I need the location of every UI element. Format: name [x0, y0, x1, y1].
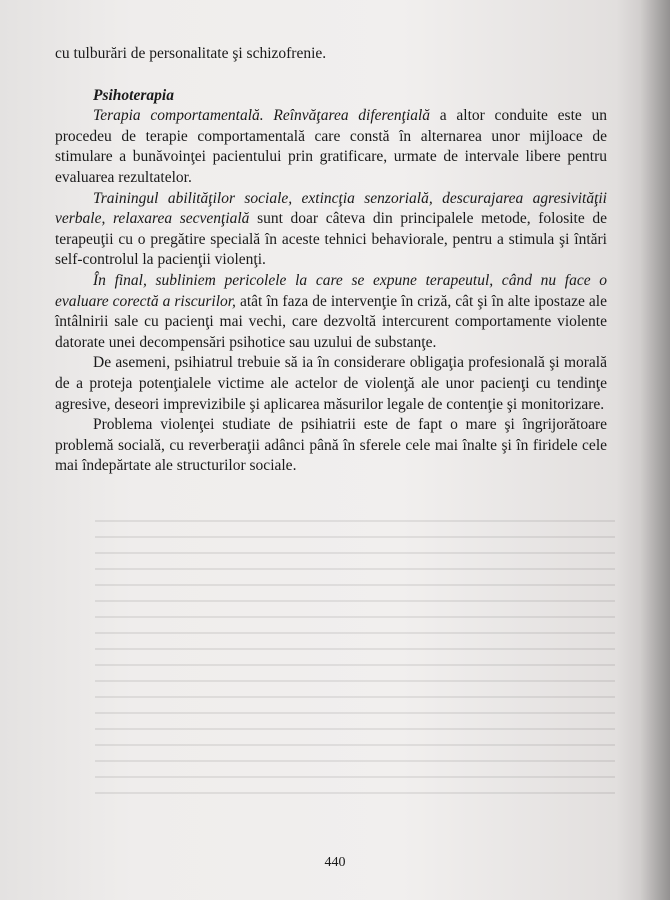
body-text: [55, 44, 607, 477]
page-number: 440: [324, 855, 346, 870]
paragraph-text: sunt doar câteva din principalele metode, folosite de terapeuţii cu o pregătire specială în aceste tehnici behaviorale, pentru a stimula şi întări self-controlul la pacienţii violenţi.: [55, 210, 607, 269]
term-behavioral-therapy: Terapia comportamentală.: [93, 107, 264, 125]
paragraph-therapist-risks: [55, 271, 607, 353]
paragraph-violence-social-problem: Problema violenţei studiate de psihiatrii este de fapt o mare şi îngrijorătoare problemă socială, cu reverberaţii adânci până în sferele cele mai înalte şi în firidele cele mai îndepărtate ale structurilor sociale.: [55, 416, 607, 475]
paragraph-behavioral-therapy: [55, 106, 607, 188]
paragraph-psychiatrist-obligation: De asemeni, psihiatrul trebuie să ia în considerare obligaţia profesională şi morală de a proteja potenţialele victime ale actelor de violenţă ale unor pacienţi cu tendinţe agresive, deseori imprevizibile şi aplicarea măsurilor legale de contenţie şi monitorizare.: [55, 354, 607, 413]
term-methods: Trainingul abilităţilor sociale, extincţia senzorială, descurajarea agresivităţii verbale, relaxarea secvenţială: [55, 189, 607, 228]
section-heading: Psihoterapia: [93, 86, 174, 104]
show-through-text: [95, 520, 615, 820]
term-differential-relearning: Reînvăţarea diferenţială: [273, 107, 431, 125]
page-edge-shadow: [640, 0, 670, 900]
paragraph-continuation: cu tulburări de personalitate şi schizofrenie.: [55, 45, 327, 62]
paragraph-text: atât în faza de intervenţie în criză, cât şi în alte ipostaze ale întâlnirii sale cu pacienţi mai vechi, care dezvoltă intercurent comportamente violente datorate unei decompensări psihotice sau uzului de substanţe.: [55, 292, 607, 351]
paragraph-social-skills: [55, 189, 607, 271]
paragraph-text: a altor conduite este un procedeu de terapie comportamentală care constă în alternarea unor mijloace de stimulare a bunăvoinţei pacientului prin gratificare, urmate de intervale libere pentru evaluarea rezultatelor.: [55, 107, 608, 186]
emphasis-risks: În final, subliniem pericolele la care se expune terapeutul, când nu face o evaluare corectă a riscurilor,: [55, 271, 607, 310]
